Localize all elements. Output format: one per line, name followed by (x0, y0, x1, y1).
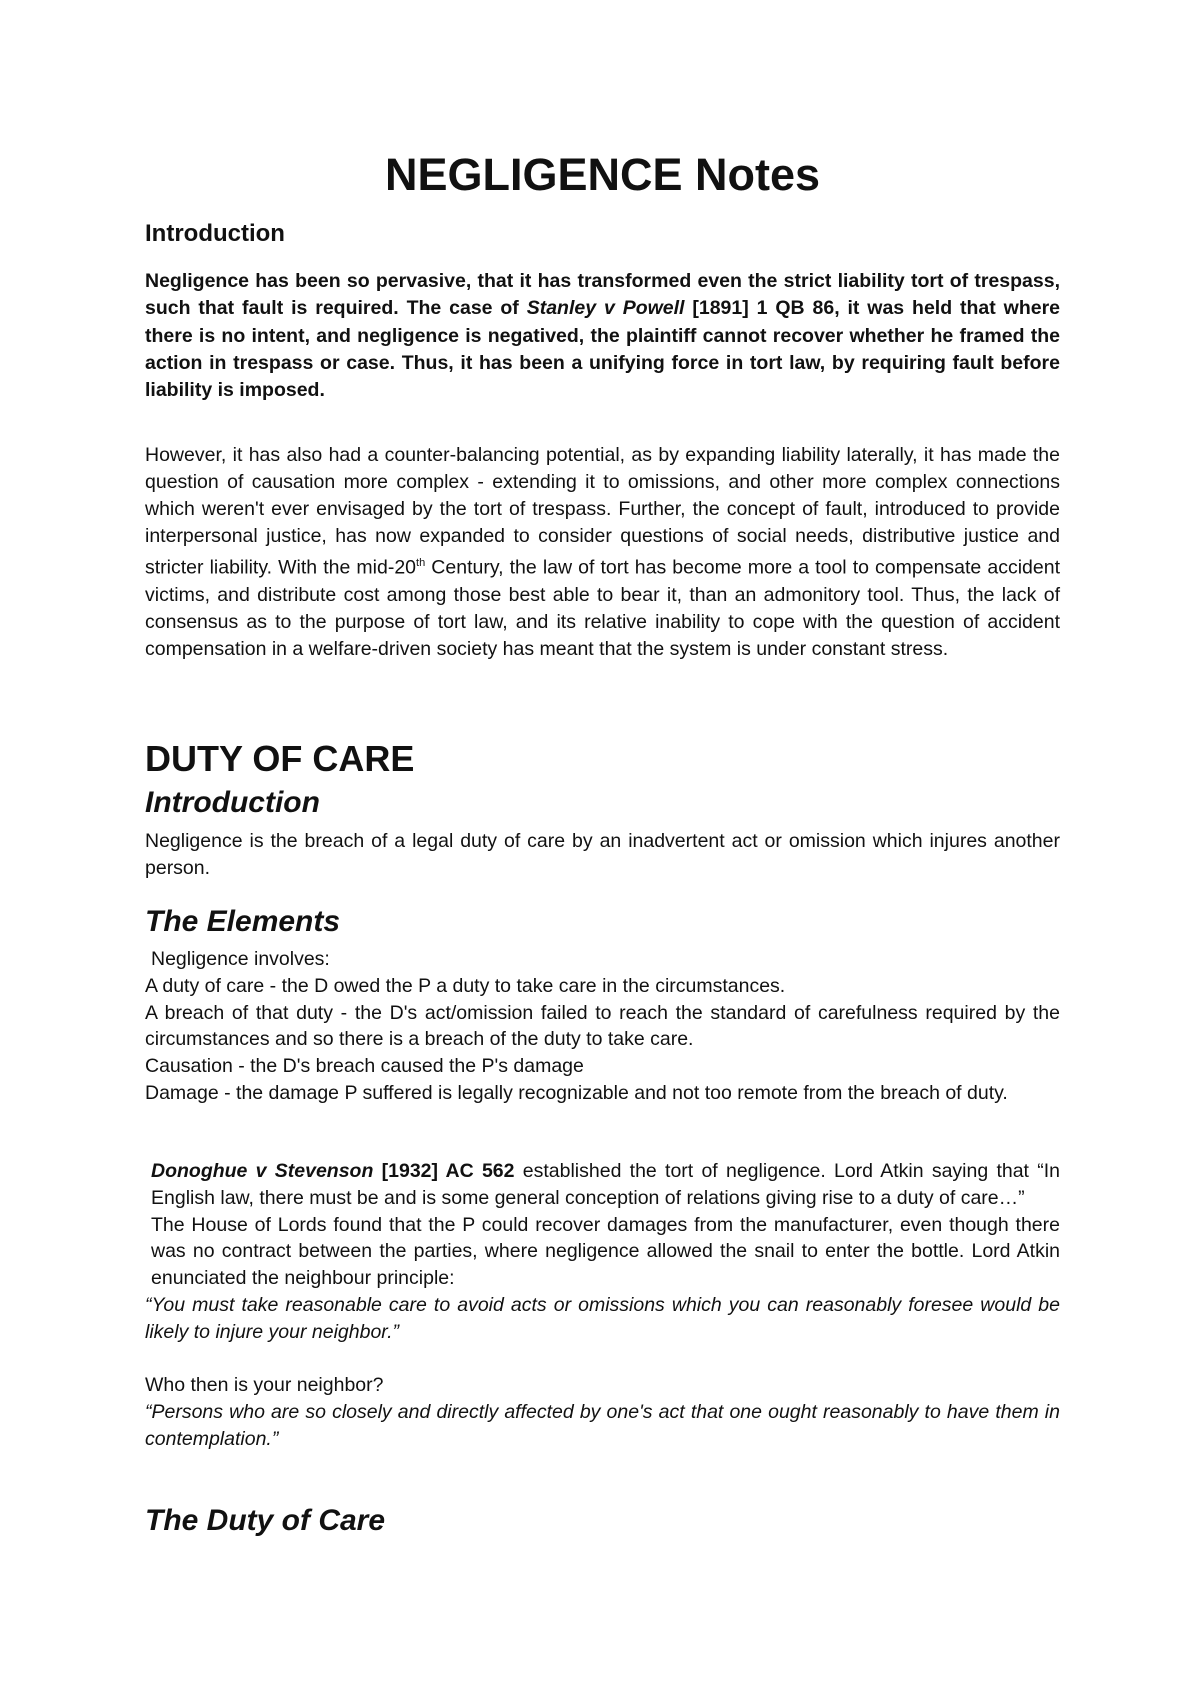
intro-bold-paragraph (145, 268, 1060, 404)
case-donoghue-v-stevenson: Donoghue v Stevenson (151, 1160, 374, 1182)
neighbor-quote: “Persons who are so closely and directly affected by one's act that one ought reasonably to have them in contemplation.” (145, 1400, 1060, 1450)
neighbor-section (145, 1372, 1060, 1452)
superscript-th: th (416, 557, 426, 570)
element-item: A duty of care - the D owed the P a duty to take care in the circumstances. (145, 974, 786, 997)
intro-paragraph-2 (145, 442, 1060, 663)
intro-para2-text-2: Century, the law of tort has become more a tool to compensate accident victims, and distribute cost among those best able to bear it, than an admonitory tool. Thus, the lack of consensus as to the purpose of tort law, and its relative inability to cope with the question of accident compensation in a welfare-driven society has meant that the system is under constant stress. (145, 556, 1060, 661)
donoghue-text-1: established the tort of negligence. Lord Atkin saying that “In English law, there must be and is some general conception of relations giving rise to a duty of care…” (151, 1160, 1060, 1209)
case-donoghue-cite: [1932] AC 562 (373, 1160, 515, 1182)
neighbour-principle-quote: “You must take reasonable care to avoid acts or omissions which you can reasonably foresee would be likely to injure your neighbor.” (145, 1293, 1060, 1343)
elements-heading: The Elements (145, 905, 341, 938)
donoghue-section (145, 1158, 1060, 1346)
element-item: Causation - the D's breach caused the P's damage (145, 1055, 584, 1078)
element-item: Damage - the damage P suffered is legally recognizable and not too remote from the breach of duty. (145, 1081, 1008, 1104)
case-stanley-v-powell: Stanley v Powell (526, 297, 685, 320)
neighbor-question: Who then is your neighbor? (145, 1374, 384, 1396)
intro-bold-text-1: Negligence has been so pervasive, that it has transformed even the strict liability tort of trespass, such that fault is required. The case of (145, 270, 1060, 320)
elements-list (145, 946, 1060, 1107)
the-duty-of-care-heading: The Duty of Care (145, 1504, 386, 1537)
negligence-definition: Negligence is the breach of a legal duty of care by an inadvertent act or omission which injures another person. (145, 830, 1060, 879)
elements-lead: Negligence involves: (151, 948, 330, 970)
donoghue-para-1 (145, 1158, 1060, 1212)
intro-para2-text-1: However, it has also had a counter-balancing potential, as by expanding liability laterally, it has made the question of causation more complex - extending it to omissions, and other more complex connections which weren't ever envisaged by the tort of trespass. Further, the concept of fault, introduced to provide interpersonal justice, has now expanded to consider questions of social needs, distributive justice and stricter liability. With the mid-20 (145, 444, 1060, 579)
duty-intro-heading: Introduction (145, 786, 320, 819)
duty-of-care-heading: DUTY OF CARE (145, 738, 415, 779)
element-item: A breach of that duty - the D's act/omission failed to reach the standard of carefulness required by the circumstances and so there is a breach of the duty to take care. (145, 1001, 1060, 1051)
intro-bold-text-2: , it was held that where there is no intent, and negligence is negatived, the plaintiff cannot recover whether he framed the action in trespass or case. Thus, it has been a unifying force in tort law, by requiring fault before liability is imposed. (145, 297, 1061, 402)
donoghue-para-2: The House of Lords found that the P could recover damages from the manufacturer, even though there was no contract between the parties, where negligence allowed the snail to enter the bottle. Lord Atkin enunciated the neighbour principle: (151, 1213, 1060, 1290)
intro-heading: Introduction (145, 220, 285, 247)
page-title: NEGLIGENCE Notes (384, 149, 821, 200)
case-stanley-cite: [1891] 1 QB 86 (684, 297, 835, 320)
